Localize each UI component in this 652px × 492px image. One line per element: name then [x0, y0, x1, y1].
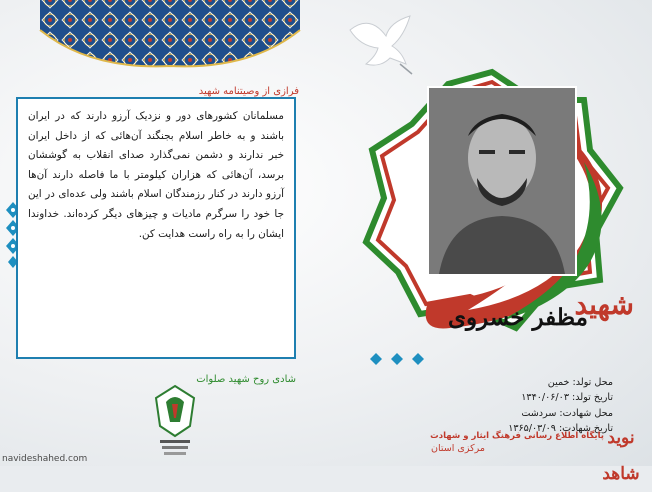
martyr-info	[441, 375, 613, 437]
quote-heading: فرازی از وصیتنامه شهید	[198, 86, 299, 97]
site-watermark: navideshahed.com	[2, 454, 88, 464]
salawat-text: شادی روح شهید صلوات	[196, 374, 296, 385]
quote-text: مسلمانان کشورهای دور و نزدیک آرزو دارند که در ایران باشند و به خاطر اسلام بجنگند آن‌هائی که از داخل ایران خبر ندارند و دشمن نمی‌گذارد صدای انقلاب به گوششان برسد، آن‌هائی که هزاران کیلومتر با ما فاصله دارند آن‌ها آرزو دارند در کنار رزمندگان اسلام باشند ولی عده‌ای در این جا خود را سرگرم مادیات و چیزهای دیگر کرده‌اند. خداوندا ایشان را به راه راست هدایت کن.	[28, 110, 284, 240]
martyrdom-date: تاریخ شهادت: ۱۳۶۵/۰۳/۰۹	[508, 423, 613, 435]
brand-province: مرکزی استان	[431, 443, 485, 454]
birth-date: تاریخ تولد: ۱۳۴۰/۰۶/۰۳	[521, 392, 613, 404]
portrait-silhouette	[429, 88, 575, 274]
brand-caption: پایگاه اطلاع رسانی فرهنگ ایثار و شهادت	[430, 431, 604, 441]
quote-box	[16, 97, 296, 359]
birth-place: محل تولد: خمین	[547, 377, 613, 388]
navid-shahed-logo: نوید شاهد	[602, 428, 640, 484]
martyrdom-place: محل شهادت: سردشت	[521, 407, 613, 419]
martyr-name: مظفر خسروی	[447, 304, 588, 331]
islamic-ornament	[40, 0, 300, 68]
foundation-emblem	[150, 382, 200, 458]
martyr-title: شهید	[574, 288, 634, 321]
martyr-photo	[427, 86, 577, 276]
diamond-divider	[366, 352, 428, 366]
